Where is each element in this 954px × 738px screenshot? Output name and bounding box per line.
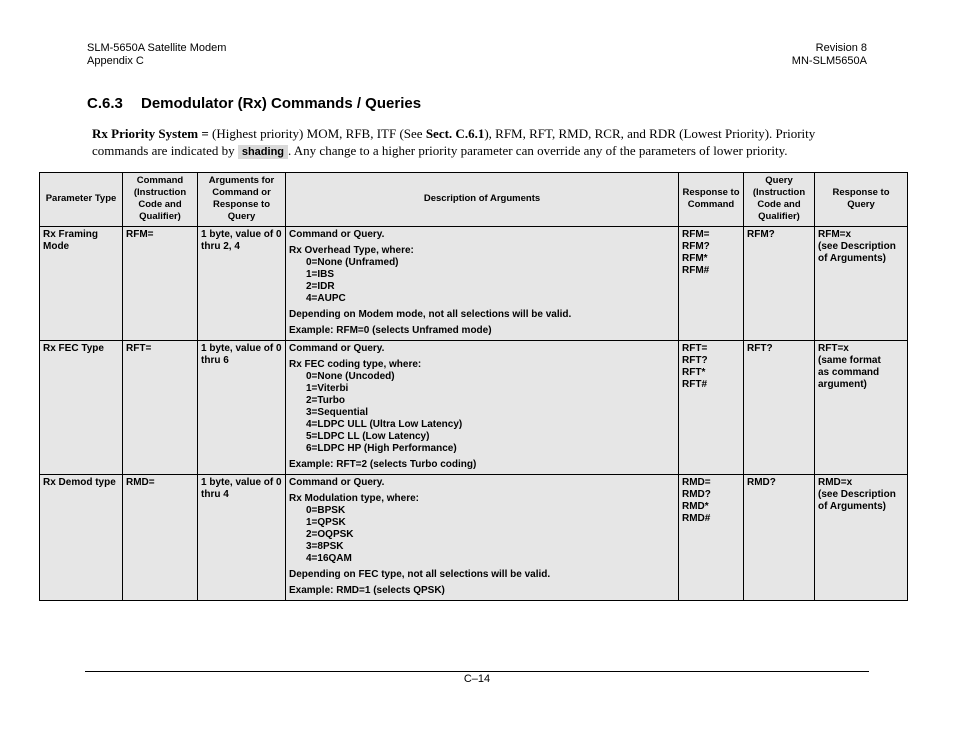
query-response-value: RMD=x: [818, 477, 853, 488]
response-value: RMD=: [682, 477, 711, 488]
command-table: [39, 172, 908, 601]
section-number: C.6.3: [87, 95, 123, 112]
priority-intro: [92, 125, 852, 161]
response-value: RFM#: [682, 265, 710, 276]
running-header-right: [792, 42, 867, 68]
desc-option: 1=Viterbi: [306, 383, 349, 394]
desc-option: 2=Turbo: [306, 395, 345, 406]
revision-label: Revision 8: [815, 42, 867, 54]
response-value: RFT#: [682, 379, 707, 390]
intro-lead: Rx Priority System =: [92, 126, 209, 141]
desc-note: Depending on Modem mode, not all selections will be valid.: [289, 309, 572, 320]
col-header-param: Parameter Type: [40, 173, 123, 227]
col-header-response: Response to Command: [679, 173, 744, 227]
desc-option: 3=8PSK: [306, 541, 344, 552]
desc-option: 2=OQPSK: [306, 529, 354, 540]
param-type-cell: Rx Framing Mode: [40, 227, 123, 341]
desc-option: 2=IDR: [306, 281, 335, 292]
arguments-cell: 1 byte, value of 0 thru 6: [198, 341, 286, 475]
table-row: [40, 341, 908, 475]
footer-rule: [85, 671, 869, 672]
doc-title: SLM-5650A Satellite Modem: [87, 42, 227, 54]
query-response-value: argument): [818, 379, 867, 390]
desc-note: Depending on FEC type, not all selections will be valid.: [289, 569, 551, 580]
arguments-cell: 1 byte, value of 0 thru 2, 4: [198, 227, 286, 341]
command-cell: RFT=: [123, 341, 198, 475]
col-header-command: Command (Instruction Code and Qualifier): [123, 173, 198, 227]
table-row: [40, 227, 908, 341]
desc-example: Example: RFM=0 (selects Unframed mode): [289, 325, 492, 336]
desc-intro: Command or Query.: [289, 477, 385, 488]
section-heading: [87, 95, 421, 112]
col-header-args: Arguments for Command or Response to Query: [198, 173, 286, 227]
desc-option: 0=None (Unframed): [306, 257, 399, 268]
query-response-value: (see Description: [818, 489, 896, 500]
desc-heading: Rx Overhead Type, where:: [289, 245, 414, 256]
response-value: RFT=: [682, 343, 708, 354]
desc-option: 4=LDPC ULL (Ultra Low Latency): [306, 419, 463, 430]
query-cell: RMD?: [744, 475, 815, 601]
description-cell: [286, 227, 679, 341]
command-cell: RFM=: [123, 227, 198, 341]
response-value: RFM*: [682, 253, 708, 264]
response-cell: [679, 341, 744, 475]
response-value: RFM?: [682, 241, 710, 252]
desc-option: 3=Sequential: [306, 407, 368, 418]
description-cell: [286, 341, 679, 475]
response-value: RFT*: [682, 367, 706, 378]
section-ref: Sect. C.6.1: [425, 126, 485, 141]
desc-option: 6=LDPC HP (High Performance): [306, 443, 457, 454]
desc-heading: Rx Modulation type, where:: [289, 493, 420, 504]
col-header-query: Query (Instruction Code and Qualifier): [744, 173, 815, 227]
table-header-row: [40, 173, 908, 227]
query-response-value: (same format: [818, 355, 881, 366]
query-response-cell: [815, 475, 908, 601]
query-response-cell: [815, 341, 908, 475]
response-cell: [679, 227, 744, 341]
query-response-value: (see Description: [818, 241, 896, 252]
query-response-value: RFM=x: [818, 229, 852, 240]
response-value: RMD#: [682, 513, 711, 524]
desc-option: 0=BPSK: [306, 505, 346, 516]
query-response-value: of Arguments): [818, 253, 886, 264]
description-cell: [286, 475, 679, 601]
intro-text-1: (Highest priority) MOM, RFB, ITF (See: [208, 126, 426, 141]
query-response-value: RFT=x: [818, 343, 849, 354]
table-row: [40, 475, 908, 601]
intro-text-3: . Any change to a higher priority parameter can override any of the parameters of lower priority.: [288, 143, 788, 158]
running-header-left: [87, 42, 226, 68]
response-value: RMD?: [682, 489, 711, 500]
param-type-cell: Rx FEC Type: [40, 341, 123, 475]
response-cell: [679, 475, 744, 601]
query-response-cell: [815, 227, 908, 341]
desc-option: 1=QPSK: [306, 517, 346, 528]
response-value: RMD*: [682, 501, 709, 512]
query-cell: RFT?: [744, 341, 815, 475]
section-title: Demodulator (Rx) Commands / Queries: [141, 95, 422, 112]
intro-text-2: ), RFM, RFT, RMD, RCR, and RDR (Lowest Priority). Priority commands are indicated by: [92, 126, 816, 158]
desc-option: 1=IBS: [306, 269, 335, 280]
desc-example: Example: RFT=2 (selects Turbo coding): [289, 459, 477, 470]
arguments-cell: 1 byte, value of 0 thru 4: [198, 475, 286, 601]
col-header-desc: Description of Arguments: [286, 173, 679, 227]
query-response-value: of Arguments): [818, 501, 886, 512]
desc-option: 4=16QAM: [306, 553, 352, 564]
desc-option: 0=None (Uncoded): [306, 371, 395, 382]
command-cell: RMD=: [123, 475, 198, 601]
desc-heading: Rx FEC coding type, where:: [289, 359, 422, 370]
desc-example: Example: RMD=1 (selects QPSK): [289, 585, 445, 596]
appendix-label: Appendix C: [87, 55, 144, 67]
page-number: C–14: [463, 673, 491, 685]
col-header-rquery: Response to Query: [815, 173, 908, 227]
desc-intro: Command or Query.: [289, 343, 385, 354]
desc-intro: Command or Query.: [289, 229, 385, 240]
param-type-cell: Rx Demod type: [40, 475, 123, 601]
doc-number: MN-SLM5650A: [791, 55, 867, 67]
query-cell: RFM?: [744, 227, 815, 341]
desc-option: 5=LDPC LL (Low Latency): [306, 431, 430, 442]
response-value: RFT?: [682, 355, 708, 366]
shading-sample: shading: [238, 145, 288, 159]
desc-option: 4=AUPC: [306, 293, 346, 304]
response-value: RFM=: [682, 229, 710, 240]
query-response-value: as command: [818, 367, 880, 378]
